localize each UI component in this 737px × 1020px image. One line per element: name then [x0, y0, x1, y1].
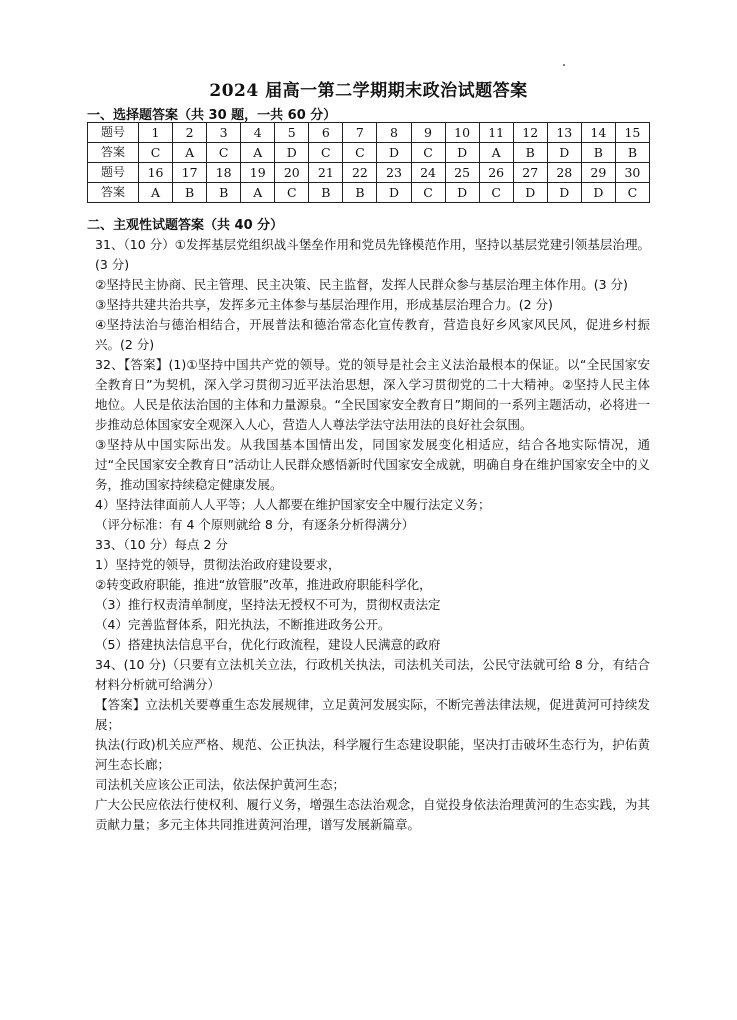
question-number-cell: 19	[241, 163, 275, 183]
answer-row	[88, 183, 650, 203]
answer-cell: C	[411, 143, 445, 163]
answer-paragraph: 32、【答案】(1)①坚持中国共产党的领导。党的领导是社会主义法治最根本的保证。以“全民国家安全教育日”为契机，深入学习贯彻习近平法治思想，深入学习贯彻党的二十大精神。②坚持人民主体地位。人民是依法治国的主体和力量源泉。“全民国家安全教育日”期间的一系列主题活动，必将进一步推动总体国家安全观深入人心，营造人人尊法学法守法用法的良好社会氛围。	[95, 357, 650, 432]
row-label-answer: 答案	[88, 143, 139, 163]
answer-paragraph: 【答案】立法机关要尊重生态发展规律，立足黄河发展实际，不断完善法律法规，促进黄河可持续发展；	[95, 697, 650, 732]
answer-cell: B	[173, 183, 207, 203]
answer-cell: C	[309, 143, 343, 163]
answer-cell: D	[547, 183, 581, 203]
answer-paragraph: ④坚持法治与德治相结合，开展普法和德治常态化宣传教育，营造良好乡风家风民风，促进乡村振兴。(2 分)	[95, 317, 650, 352]
answer-cell: A	[173, 143, 207, 163]
answer-cell: D	[445, 183, 479, 203]
question-number-cell: 8	[377, 123, 411, 143]
answer-cell: C	[139, 143, 173, 163]
answer-cell: D	[275, 143, 309, 163]
answer-paragraph: 1）坚持党的领导，贯彻法治政府建设要求，	[95, 557, 341, 572]
question-number-cell: 20	[275, 163, 309, 183]
answer-cell: B	[513, 143, 547, 163]
question-number-cell: 26	[479, 163, 513, 183]
answer-cell: B	[343, 183, 377, 203]
row-label-question: 题号	[88, 163, 139, 183]
answer-paragraph: 4）坚持法律面前人人平等；人人都要在维护国家安全中履行法定义务；	[95, 497, 491, 512]
question-number-cell: 3	[207, 123, 241, 143]
choice-answer-table	[87, 122, 650, 203]
question-number-cell: 28	[547, 163, 581, 183]
answer-paragraph: 广大公民应依法行使权利、履行义务，增强生态法治观念，自觉投身依法治理黄河的生态实践，为其贡献力量；多元主体共同推进黄河治理，谱写发展新篇章。	[95, 797, 650, 832]
answer-row	[88, 143, 650, 163]
answer-cell: B	[581, 143, 615, 163]
answer-paragraph: 31、（10 分）①发挥基层党组织战斗堡垒作用和党员先锋模范作用，坚持以基层党建引领基层治理。(3 分)	[95, 237, 650, 272]
answer-cell: A	[139, 183, 173, 203]
answer-cell: D	[377, 183, 411, 203]
answer-cell: C	[615, 183, 649, 203]
question-number-cell: 16	[139, 163, 173, 183]
question-number-cell: 15	[615, 123, 649, 143]
question-number-cell: 7	[343, 123, 377, 143]
answer-paragraph: ②坚持民主协商、民主管理、民主决策、民主监督，发挥人民群众参与基层治理主体作用。(3 分)	[95, 277, 628, 292]
row-label-question: 题号	[88, 123, 139, 143]
answer-paragraph: 34、(10 分)（只要有立法机关立法，行政机关执法，司法机关司法，公民守法就可给 8 分，有结合材料分析就可给满分）	[95, 657, 650, 692]
subjective-answers	[95, 235, 650, 835]
answer-cell: A	[241, 143, 275, 163]
answer-cell: C	[207, 143, 241, 163]
answer-paragraph: 33、（10 分）每点 2 分	[95, 537, 228, 552]
answer-paragraph: ②转变政府职能，推进“放管服”改革，推进政府职能科学化，	[95, 577, 432, 592]
question-number-cell: 25	[445, 163, 479, 183]
row-label-answer: 答案	[88, 183, 139, 203]
question-number-cell: 4	[241, 123, 275, 143]
answer-paragraph: ③坚持从中国实际出发。从我国基本国情出发，同国家发展变化相适应，结合各地实际情况，通过“全民国家安全教育日”活动让人民群众感悟新时代国家安全成就，明确自身在维护国家安全中的义务，推动国家持续稳定健康发展。	[95, 437, 650, 492]
answer-paragraph: （5）搭建执法信息平台，优化行政流程，建设人民满意的政府	[95, 637, 441, 652]
question-number-cell: 22	[343, 163, 377, 183]
question-number-cell: 23	[377, 163, 411, 183]
answer-cell: C	[479, 183, 513, 203]
question-number-cell: 1	[139, 123, 173, 143]
scan-dot	[563, 64, 565, 66]
answer-cell: D	[445, 143, 479, 163]
answer-paragraph: 执法(行政)机关应严格、规范、公正执法，科学履行生态建设职能，坚决打击破坏生态行为，护佑黄河生态长廊；	[95, 737, 650, 772]
answer-cell: B	[207, 183, 241, 203]
question-number-cell: 2	[173, 123, 207, 143]
question-number-cell: 18	[207, 163, 241, 183]
answer-cell: C	[275, 183, 309, 203]
question-number-cell: 13	[547, 123, 581, 143]
question-number-cell: 27	[513, 163, 547, 183]
question-number-cell: 14	[581, 123, 615, 143]
answer-cell: A	[479, 143, 513, 163]
question-number-cell: 10	[445, 123, 479, 143]
question-number-cell: 12	[513, 123, 547, 143]
answer-cell: D	[547, 143, 581, 163]
question-number-cell: 29	[581, 163, 615, 183]
question-number-row	[88, 123, 650, 143]
question-number-cell: 11	[479, 123, 513, 143]
question-number-cell: 17	[173, 163, 207, 183]
question-number-cell: 6	[309, 123, 343, 143]
question-number-cell: 30	[615, 163, 649, 183]
section-heading-subjective: 二、主观性试题答案（共 40 分）	[87, 218, 284, 233]
answer-cell: A	[241, 183, 275, 203]
answer-cell: C	[411, 183, 445, 203]
page-title: 2024 届高一第二学期期末政治试题答案	[209, 81, 528, 101]
answer-paragraph: ③坚持共建共治共享，发挥多元主体参与基层治理作用，形成基层治理合力。(2 分)	[95, 297, 553, 312]
answer-paragraph: （3）推行权责清单制度，坚持法无授权不可为，贯彻权责法定	[95, 597, 441, 612]
answer-cell: D	[581, 183, 615, 203]
answer-cell: B	[309, 183, 343, 203]
question-number-cell: 9	[411, 123, 445, 143]
question-number-cell: 21	[309, 163, 343, 183]
question-number-cell: 24	[411, 163, 445, 183]
question-number-cell: 5	[275, 123, 309, 143]
answer-cell: D	[377, 143, 411, 163]
answer-paragraph: 司法机关应该公正司法，依法保护黄河生态；	[95, 777, 346, 792]
answer-cell: B	[615, 143, 649, 163]
answer-paragraph: （评分标准：有 4 个原则就给 8 分，有逐条分析得满分）	[95, 517, 415, 532]
answer-cell: D	[513, 183, 547, 203]
question-number-row	[88, 163, 650, 183]
answer-cell: C	[343, 143, 377, 163]
answer-paragraph: （4）完善监督体系，阳光执法，不断推进政务公开。	[95, 617, 391, 632]
section-heading-choice: 一、选择题答案（共 30 题，一共 60 分）	[87, 108, 337, 123]
